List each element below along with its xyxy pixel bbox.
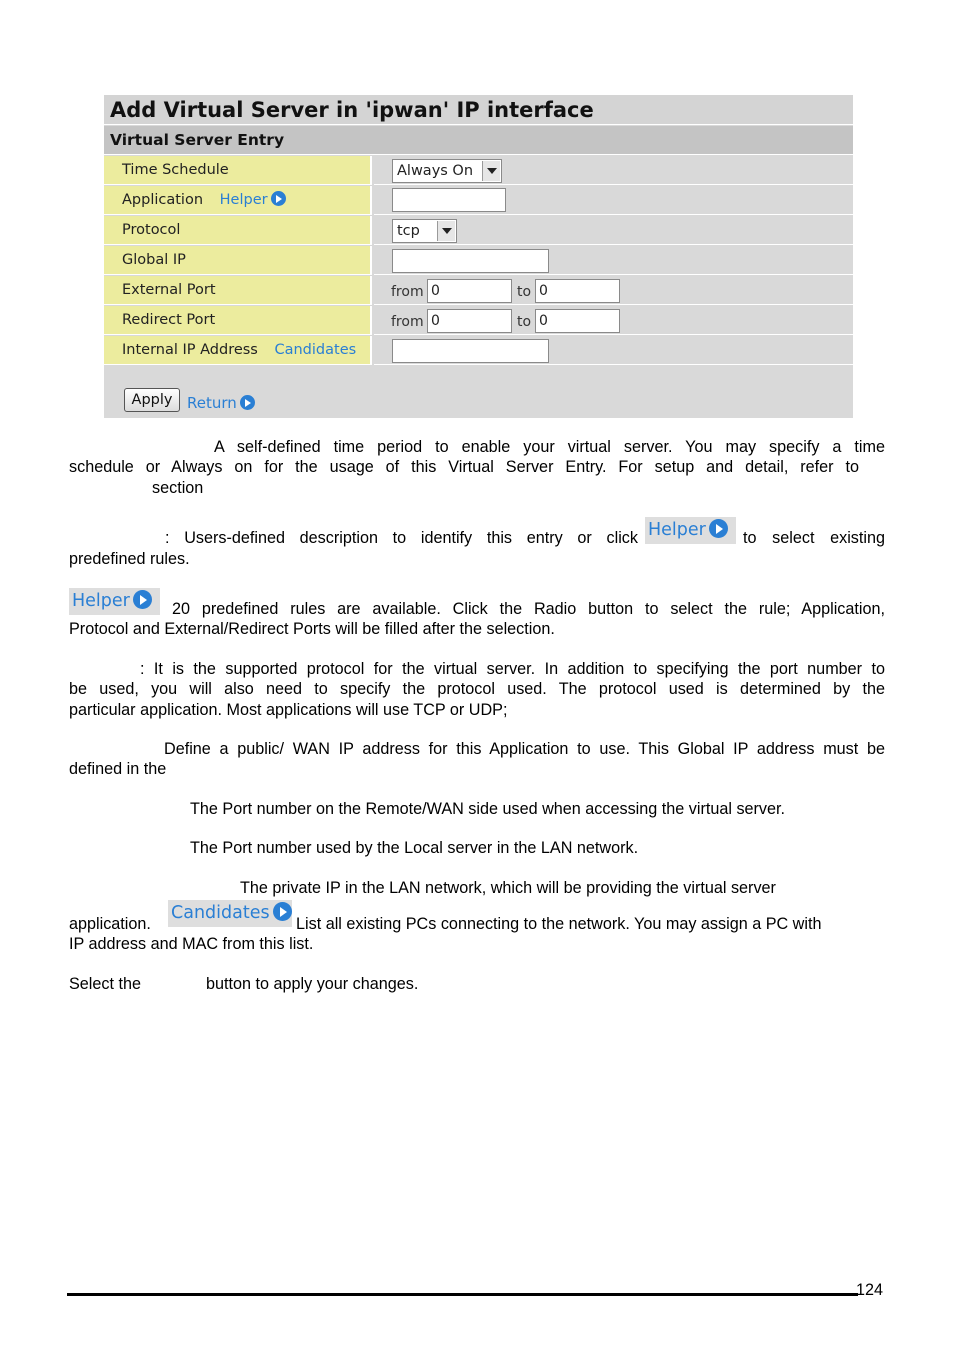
chevron-down-icon bbox=[482, 161, 500, 181]
section-header: Virtual Server Entry bbox=[104, 126, 853, 155]
row-time-schedule bbox=[104, 156, 853, 185]
helper-desc-line1: 20 predefined rules are available. Click the Radio button to select the rule; Application, bbox=[172, 600, 885, 618]
internal-ip-desc-line2b: List all existing PCs connecting to the network. You may assign a PC with bbox=[296, 915, 822, 933]
global-ip-desc-line1: Define a public/ WAN IP address for this Application to use. This Global IP address must be bbox=[164, 740, 885, 758]
page-number: 124 bbox=[856, 1281, 884, 1299]
helper-badge-2: Helper bbox=[69, 588, 160, 615]
protocol-select[interactable]: tcp bbox=[392, 219, 457, 243]
protocol-desc-line1: : It is the supported protocol for the virtual server. In addition to specifying the port number to bbox=[140, 660, 885, 678]
helper-link[interactable]: Helper bbox=[220, 192, 286, 208]
internal-ip-label: Internal IP Address Candidates bbox=[104, 336, 372, 365]
external-port-to-input[interactable]: 0 bbox=[535, 279, 620, 303]
row-application bbox=[104, 186, 853, 215]
redirect-port-from-input[interactable]: 0 bbox=[427, 309, 512, 333]
time-schedule-select[interactable]: Always On bbox=[392, 159, 502, 183]
helper-desc-line2: Protocol and External/Redirect Ports will be filled after the selection. bbox=[69, 620, 555, 638]
row-global-ip bbox=[104, 246, 853, 275]
application-label: Application Helper bbox=[104, 186, 372, 215]
application-desc-line1: : Users-defined description to identify this entry or click bbox=[165, 529, 638, 547]
time-schedule-label: Time Schedule bbox=[104, 156, 372, 185]
time-schedule-desc-line2: schedule or Always on for the usage of this Virtual Server Entry. For setup and detail, refer to bbox=[69, 458, 859, 476]
select-apply-a: Select the bbox=[69, 975, 141, 993]
redirect-port-label: Redirect Port bbox=[104, 306, 372, 335]
time-schedule-desc-line1: A self-defined time period to enable your virtual server. You may specify a time bbox=[214, 438, 885, 456]
internal-ip-desc-line3: IP address and MAC from this list. bbox=[69, 935, 314, 953]
application-input[interactable] bbox=[392, 188, 506, 212]
play-arrow-icon bbox=[271, 191, 286, 206]
global-ip-input[interactable] bbox=[392, 249, 549, 273]
return-link[interactable]: Return bbox=[187, 394, 255, 412]
row-internal-ip bbox=[104, 336, 853, 365]
external-port-from-input[interactable]: 0 bbox=[427, 279, 512, 303]
internal-ip-desc-line1: The private IP in the LAN network, which will be providing the virtual server bbox=[240, 879, 776, 897]
application-desc-line1b: to select existing bbox=[743, 529, 885, 547]
redirect-port-to-input[interactable]: 0 bbox=[535, 309, 620, 333]
play-arrow-icon bbox=[709, 519, 728, 538]
form-footer bbox=[104, 367, 853, 418]
external-port-desc: The Port number on the Remote/WAN side used when accessing the virtual server. bbox=[190, 800, 786, 818]
application-desc-line2: predefined rules. bbox=[69, 550, 190, 568]
candidates-link[interactable]: Candidates bbox=[122, 342, 356, 387]
time-schedule-desc-line3: section bbox=[152, 479, 204, 497]
protocol-desc-line3: particular application. Most applications will use TCP or UDP; bbox=[69, 701, 508, 719]
apply-button[interactable]: Apply bbox=[124, 388, 180, 412]
form-title: Add Virtual Server in 'ipwan' IP interface bbox=[104, 95, 853, 125]
helper-badge: Helper bbox=[645, 517, 736, 544]
redirect-port-desc: The Port number used by the Local server in the LAN network. bbox=[190, 839, 639, 857]
internal-ip-desc-line2a: application. bbox=[69, 915, 151, 933]
row-protocol bbox=[104, 216, 853, 245]
select-apply-b: button to apply your changes. bbox=[206, 975, 419, 993]
global-ip-desc-line2: defined in the bbox=[69, 760, 167, 778]
play-arrow-icon bbox=[240, 395, 255, 410]
chevron-down-icon bbox=[437, 221, 455, 241]
internal-ip-input[interactable] bbox=[392, 339, 549, 363]
protocol-desc-line2: be used, you will also need to specify the protocol used. The protocol used is determined by the bbox=[69, 680, 885, 698]
external-port-label: External Port bbox=[104, 276, 372, 305]
play-arrow-icon bbox=[273, 902, 292, 921]
global-ip-label: Global IP bbox=[104, 246, 372, 275]
footer-rule bbox=[67, 1293, 858, 1296]
candidates-badge: Candidates bbox=[168, 900, 292, 927]
play-arrow-icon bbox=[133, 590, 152, 609]
protocol-label: Protocol bbox=[104, 216, 372, 245]
virtual-server-form bbox=[104, 95, 853, 418]
row-redirect-port: Redirect Port from 0 to 0 bbox=[104, 306, 853, 335]
row-external-port: External Port from 0 to 0 bbox=[104, 276, 853, 305]
